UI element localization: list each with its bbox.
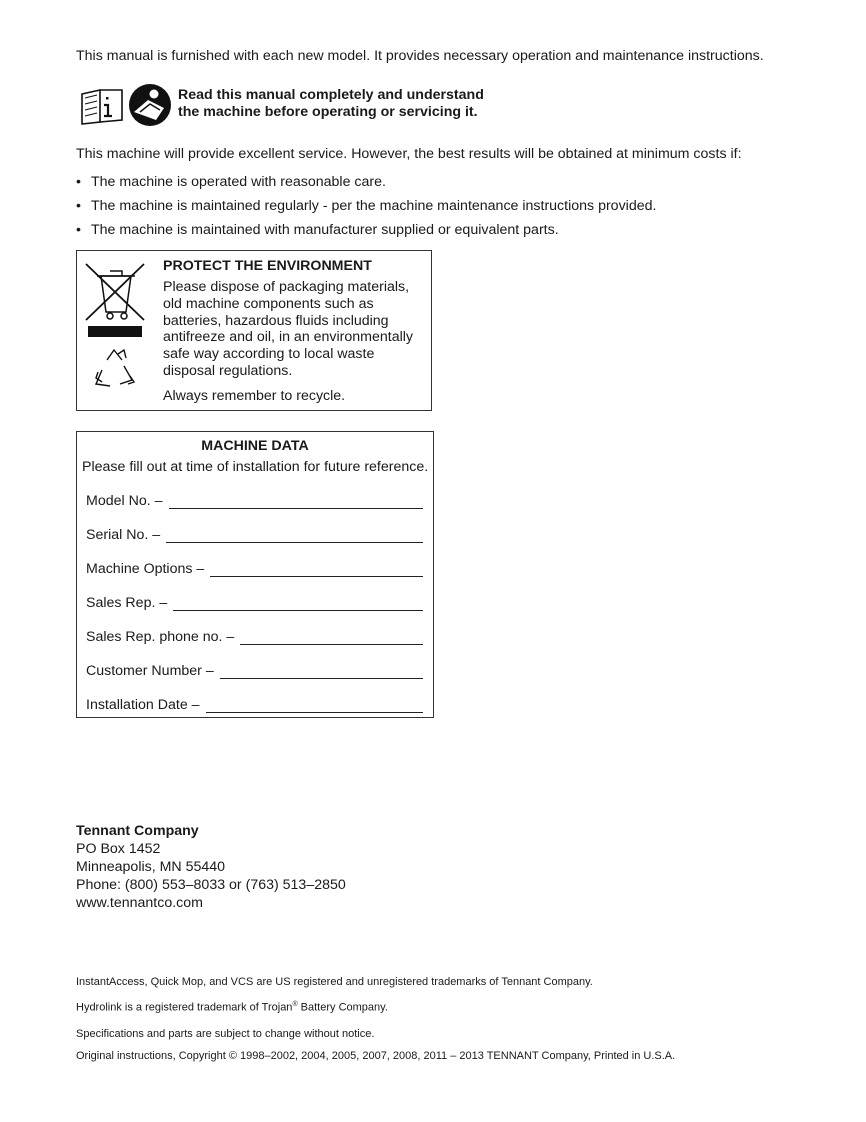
model-no-field[interactable] [86,491,423,509]
fill-line[interactable] [173,592,423,611]
read-notice-line1: Read this manual completely and understand [178,87,484,103]
env-line: old machine components such as [163,295,374,312]
registered-mark: ® [292,1001,298,1008]
service-intro: This machine will provide excellent service. However, the best results will be obtained at minimum costs if: [76,146,742,162]
machine-data-title: MACHINE DATA [201,438,309,454]
bar-icon [88,326,142,337]
field-label: Installation Date – [86,697,200,713]
environment-text [163,279,425,380]
env-line: antifreeze and oil, in an environmentally [163,329,414,346]
environment-icons [84,262,146,400]
field-label: Customer Number – [86,663,214,679]
env-line: Please dispose of packaging materials, [163,279,410,295]
fill-line[interactable] [169,490,424,509]
copyright-notice: Original instructions, Copyright © 1998–2002, 2004, 2005, 2007, 2008, 2011 – 2013 TENNANT Company, Printed in U.S.A. [76,1050,676,1062]
list-item: • The machine is maintained regularly - per the machine maintenance instructions provided. [76,198,656,222]
fill-line[interactable] [220,660,423,679]
fill-line[interactable] [206,694,423,713]
intro-text: This manual is furnished with each new model. It provides necessary operation and maintenance instructions. [76,48,764,64]
read-notice-line2: the machine before operating or servicing it. [178,104,478,120]
env-line: batteries, hazardous fluids including [163,312,389,329]
fill-line[interactable] [210,558,423,577]
field-label: Machine Options – [86,561,205,577]
care-list [76,174,656,246]
book-info-icon [82,90,122,124]
trademark-notice: InstantAccess, Quick Mop, and VCS are US registered and unregistered trademarks of Tennant Company. [76,976,593,988]
address-line: Minneapolis, MN 55440 [76,859,226,875]
sales-rep-phone-field[interactable] [86,627,423,645]
list-item: • The machine is operated with reasonable care. [76,174,656,198]
field-label: Sales Rep. – [86,595,168,611]
company-phone: Phone: (800) 553–8033 or (763) 513–2850 [76,877,346,893]
company-address [76,822,346,912]
recycle-icon [96,350,134,386]
environment-title: PROTECT THE ENVIRONMENT [163,258,372,274]
fill-line[interactable] [240,626,423,645]
machine-options-field[interactable] [86,559,423,577]
env-line: disposal regulations. [163,362,293,379]
customer-number-field[interactable] [86,661,423,679]
list-item: • The machine is maintained with manufacturer supplied or equivalent parts. [76,222,656,246]
field-label: Sales Rep. phone no. – [86,629,235,645]
fill-line[interactable] [166,524,423,543]
hydrolink-notice [76,1001,388,1014]
crossed-bin-icon [86,264,144,320]
machine-data-subtitle: Please fill out at time of installation for future reference. [82,459,429,475]
serial-no-field[interactable] [86,525,423,543]
specs-notice: Specifications and parts are subject to change without notice. [76,1028,375,1040]
sales-rep-field[interactable] [86,593,423,611]
hydrolink-text-end: Battery Company. [297,1001,388,1014]
manual-info-icons [78,82,174,128]
company-website[interactable]: www.tennantco.com [76,895,203,911]
address-line: PO Box 1452 [76,841,161,857]
env-line: safe way according to local waste [163,346,375,363]
read-manual-icon [129,84,171,126]
installation-date-field[interactable] [86,695,423,713]
recycle-reminder: Always remember to recycle. [163,388,346,404]
read-manual-notice [178,87,484,121]
hydrolink-text: Hydrolink is a registered trademark of Trojan [76,1001,293,1014]
company-name: Tennant Company [76,823,199,839]
field-label: Serial No. – [86,527,161,543]
field-label: Model No. – [86,493,163,509]
